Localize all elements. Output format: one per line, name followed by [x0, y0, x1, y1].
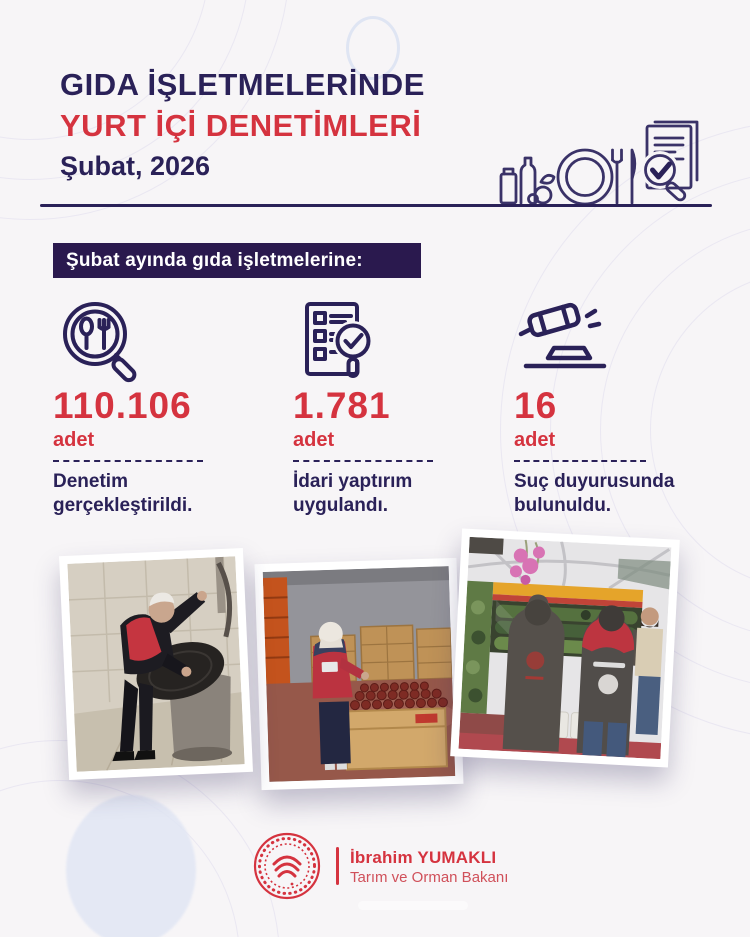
ministry-seal-logo [252, 831, 322, 901]
footer-watermark [358, 901, 468, 910]
minister-name: İbrahim YUMAKLI [350, 848, 497, 867]
groceries-icon [501, 158, 554, 204]
stat-unit: adet [53, 429, 95, 451]
stat-value: 16 [514, 385, 558, 426]
decor-blob [66, 795, 196, 937]
photo-market-image [459, 537, 672, 759]
photo-warehouse-image [263, 566, 456, 782]
minister-title: Tarım ve Orman Bakanı [350, 869, 509, 886]
stat-separator [293, 460, 433, 462]
cutlery-magnifier-icon [53, 296, 153, 386]
stat-unit: adet [514, 429, 556, 451]
page-title [60, 64, 425, 182]
stat-unit: adet [293, 429, 335, 451]
checklist-magnifier-icon [293, 296, 383, 386]
stat-icon-box [514, 290, 739, 386]
title-line-1: GIDA İŞLETMELERİNDE [60, 67, 425, 102]
stat-suc-duyurusu [514, 290, 739, 518]
stat-label: İdari yaptırım uygulandı. [293, 471, 413, 516]
stat-label: Suç duyurusunda bulunuldu. [514, 471, 675, 516]
footer-divider [336, 847, 339, 885]
inspection-report-magnifier-icon [641, 122, 697, 202]
section-banner [53, 243, 421, 278]
header-divider [40, 204, 712, 207]
stat-yaptirim [293, 290, 518, 518]
gavel-icon [514, 296, 614, 386]
photo-kitchen-inspection [59, 548, 253, 780]
stat-value: 1.781 [293, 385, 391, 426]
title-line-2: YURT İÇİ DENETİMLERİ [60, 108, 422, 143]
photo-warehouse-inspection [255, 558, 464, 790]
plate-cutlery-icon [558, 150, 635, 204]
photo-kitchen-image [67, 556, 244, 771]
stat-separator [514, 460, 646, 462]
stat-icon-box [53, 290, 278, 386]
stat-value: 110.106 [53, 385, 192, 426]
photo-market-inspection [450, 528, 680, 767]
banner-text: Şubat ayında gıda işletmelerine: [66, 250, 363, 271]
stat-icon-box [293, 290, 518, 386]
subtitle-date: Şubat, 2026 [60, 151, 211, 181]
header-food-inspection-icons [497, 112, 709, 207]
stat-label: Denetim gerçekleştirildi. [53, 471, 193, 516]
stat-denetim [53, 290, 278, 518]
stat-separator [53, 460, 203, 462]
